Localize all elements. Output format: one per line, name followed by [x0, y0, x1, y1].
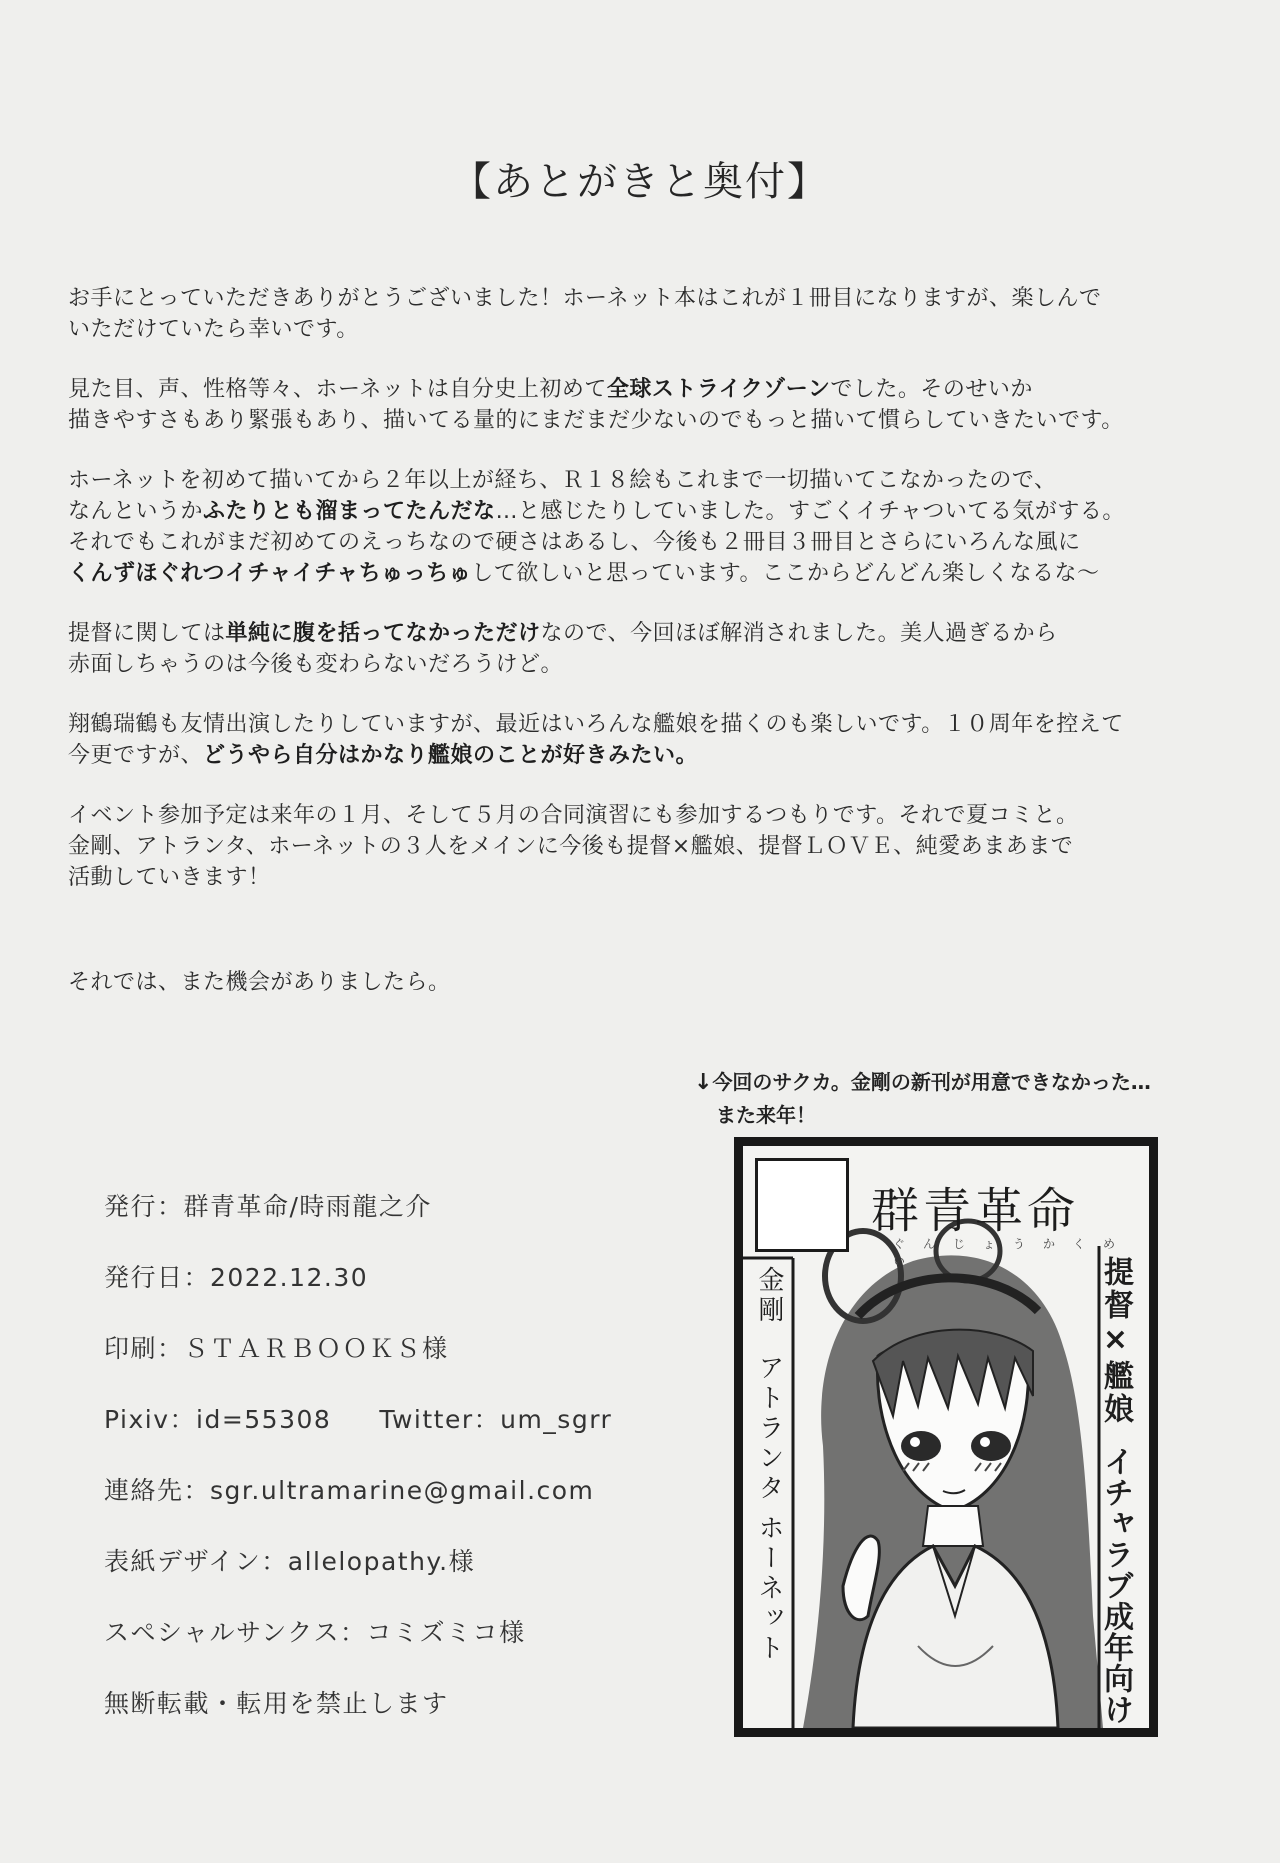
afterword-line	[68, 800, 1218, 831]
text-segment: イベント参加予定は来年の１月、そして５月の合同演習にも参加するつもりです。それで夏コミと。	[68, 803, 1079, 828]
circle-cut-inner	[743, 1146, 1149, 1728]
afterword-line	[68, 649, 1218, 680]
colophon-date: 発行日：2022.12.30	[104, 1263, 369, 1292]
text-segment: 提督に関しては	[68, 621, 226, 646]
tagline-lovey-dovey-adult: イチャラブ成年向け	[1098, 1446, 1133, 1725]
afterword-line	[68, 496, 1218, 527]
afterword-line	[68, 709, 1218, 740]
afterword-paragraph	[68, 800, 1218, 893]
page-title: 【あとがきと奥付】	[451, 159, 829, 205]
circle-cut-note	[694, 1066, 1151, 1132]
afterword-paragraph	[68, 283, 1218, 345]
text-segment: 金剛、アトランタ、ホーネットの３人をメインに今後も提督×艦娘、提督ＬＯＶＥ、純愛あまあまで	[68, 834, 1074, 859]
afterword-line	[68, 558, 1218, 589]
text-segment: …と感じたりしていました。すごくイチャついてる気がする。	[495, 499, 1125, 524]
emphasized-text: 単純に腹を括ってなかっただけ	[225, 621, 541, 646]
emphasized-text: くんずほぐれつイチャイチャちゅっちゅ	[68, 561, 472, 586]
afterword-line	[68, 862, 1218, 893]
circle-logo-furigana: ぐんじょうかくめい	[893, 1237, 1134, 1268]
text-segment: 今更ですが、	[68, 743, 204, 768]
afterword-body	[68, 283, 1218, 922]
colophon-pixiv: Pixiv：id=55308	[104, 1405, 332, 1434]
afterword-line	[68, 831, 1218, 862]
colophon-cover-design: 表紙デザイン：allelopathy.様	[104, 1547, 476, 1576]
character-kongou: 金剛	[754, 1266, 784, 1326]
character-atlanta: アトランタ	[754, 1354, 784, 1504]
afterword-paragraph	[68, 465, 1218, 589]
note-line-2: また来年！	[716, 1103, 816, 1127]
text-segment: ホーネットを初めて描いてから２年以上が経ち、Ｒ１８絵もこれまで一切描いてこなかったので、	[68, 468, 1057, 493]
afterword-paragraph	[68, 374, 1218, 436]
emphasized-text: ふたりとも溜まってたんだな	[203, 499, 496, 524]
circle-space-box	[755, 1158, 849, 1252]
closing-line: それでは、また機会がありましたら。	[68, 970, 451, 995]
afterword-paragraph	[68, 618, 1218, 680]
afterword-line	[68, 465, 1218, 496]
afterword-line	[68, 405, 1218, 436]
circle-logo: 群青革命	[871, 1183, 1080, 1239]
circle-cut	[734, 1137, 1158, 1737]
afterword-line	[68, 618, 1218, 649]
text-segment: それでもこれがまだ初めてのえっちなので硬さはあるし、今後も２冊目３冊目とさらにいろんな風に	[68, 530, 1081, 555]
text-segment: いただけていたら幸いです。	[68, 317, 359, 342]
note-line-1: 今回のサクカ。金剛の新刊が用意できなかった…	[712, 1070, 1151, 1094]
text-segment: でした。そのせいか	[830, 377, 1033, 402]
colophon-twitter: Twitter：um_sgrr	[379, 1405, 613, 1434]
colophon-printer: 印刷：ＳＴＡＲＢＯＯＫＳ様	[104, 1334, 449, 1363]
afterword-line	[68, 527, 1218, 558]
text-segment: 翔鶴瑞鶴も友情出演したりしていますが、最近はいろんな艦娘を描くのも楽しいです。１０周年を控えて	[68, 712, 1124, 737]
text-segment: 描きやすさもあり緊張もあり、描いてる量的にまだまだ少ないのでもっと描いて慣らしていきたいです。	[68, 408, 1124, 433]
text-segment: 活動していきます！	[68, 865, 271, 890]
text-segment: お手にとっていただきありがとうございました！ホーネット本はこれが１冊目になりますが、楽しんで	[68, 286, 1102, 311]
text-segment: して欲しいと思っています。ここからどんどん楽しくなるな～	[471, 561, 1100, 586]
colophon-contact: 連絡先：sgr.ultramarine@gmail.com	[104, 1476, 595, 1505]
emphasized-text: 全球ストライクゾーン	[606, 377, 831, 402]
emphasized-text: どうやら自分はかなり艦娘のことが好きみたい。	[203, 743, 699, 768]
text-segment: なので、今回ほぼ解消されました。美人過ぎるから	[540, 621, 1058, 646]
character-hornet: ホーネット	[754, 1514, 784, 1664]
colophon	[104, 1190, 664, 1758]
colophon-notice: 無断転載・転用を禁止します	[104, 1689, 449, 1718]
afterword-line	[68, 314, 1218, 345]
text-segment: 赤面しちゃうのは今後も変わらないだろうけど。	[68, 652, 564, 677]
colophon-publisher: 発行：群青革命/時雨龍之介	[104, 1192, 432, 1221]
down-arrow-icon: ↓	[694, 1070, 713, 1095]
text-segment: 見た目、声、性格等々、ホーネットは自分史上初めて	[68, 377, 607, 402]
afterword-line	[68, 374, 1218, 405]
afterword-line	[68, 283, 1218, 314]
text-segment: なんというか	[68, 499, 204, 524]
tagline-admiral-x-shipgirl: 提督×艦娘	[1098, 1256, 1133, 1426]
afterword-paragraph	[68, 709, 1218, 771]
afterword-line	[68, 740, 1218, 771]
colophon-social	[104, 1403, 664, 1474]
colophon-special-thanks: スペシャルサンクス：コミズミコ様	[104, 1618, 526, 1647]
